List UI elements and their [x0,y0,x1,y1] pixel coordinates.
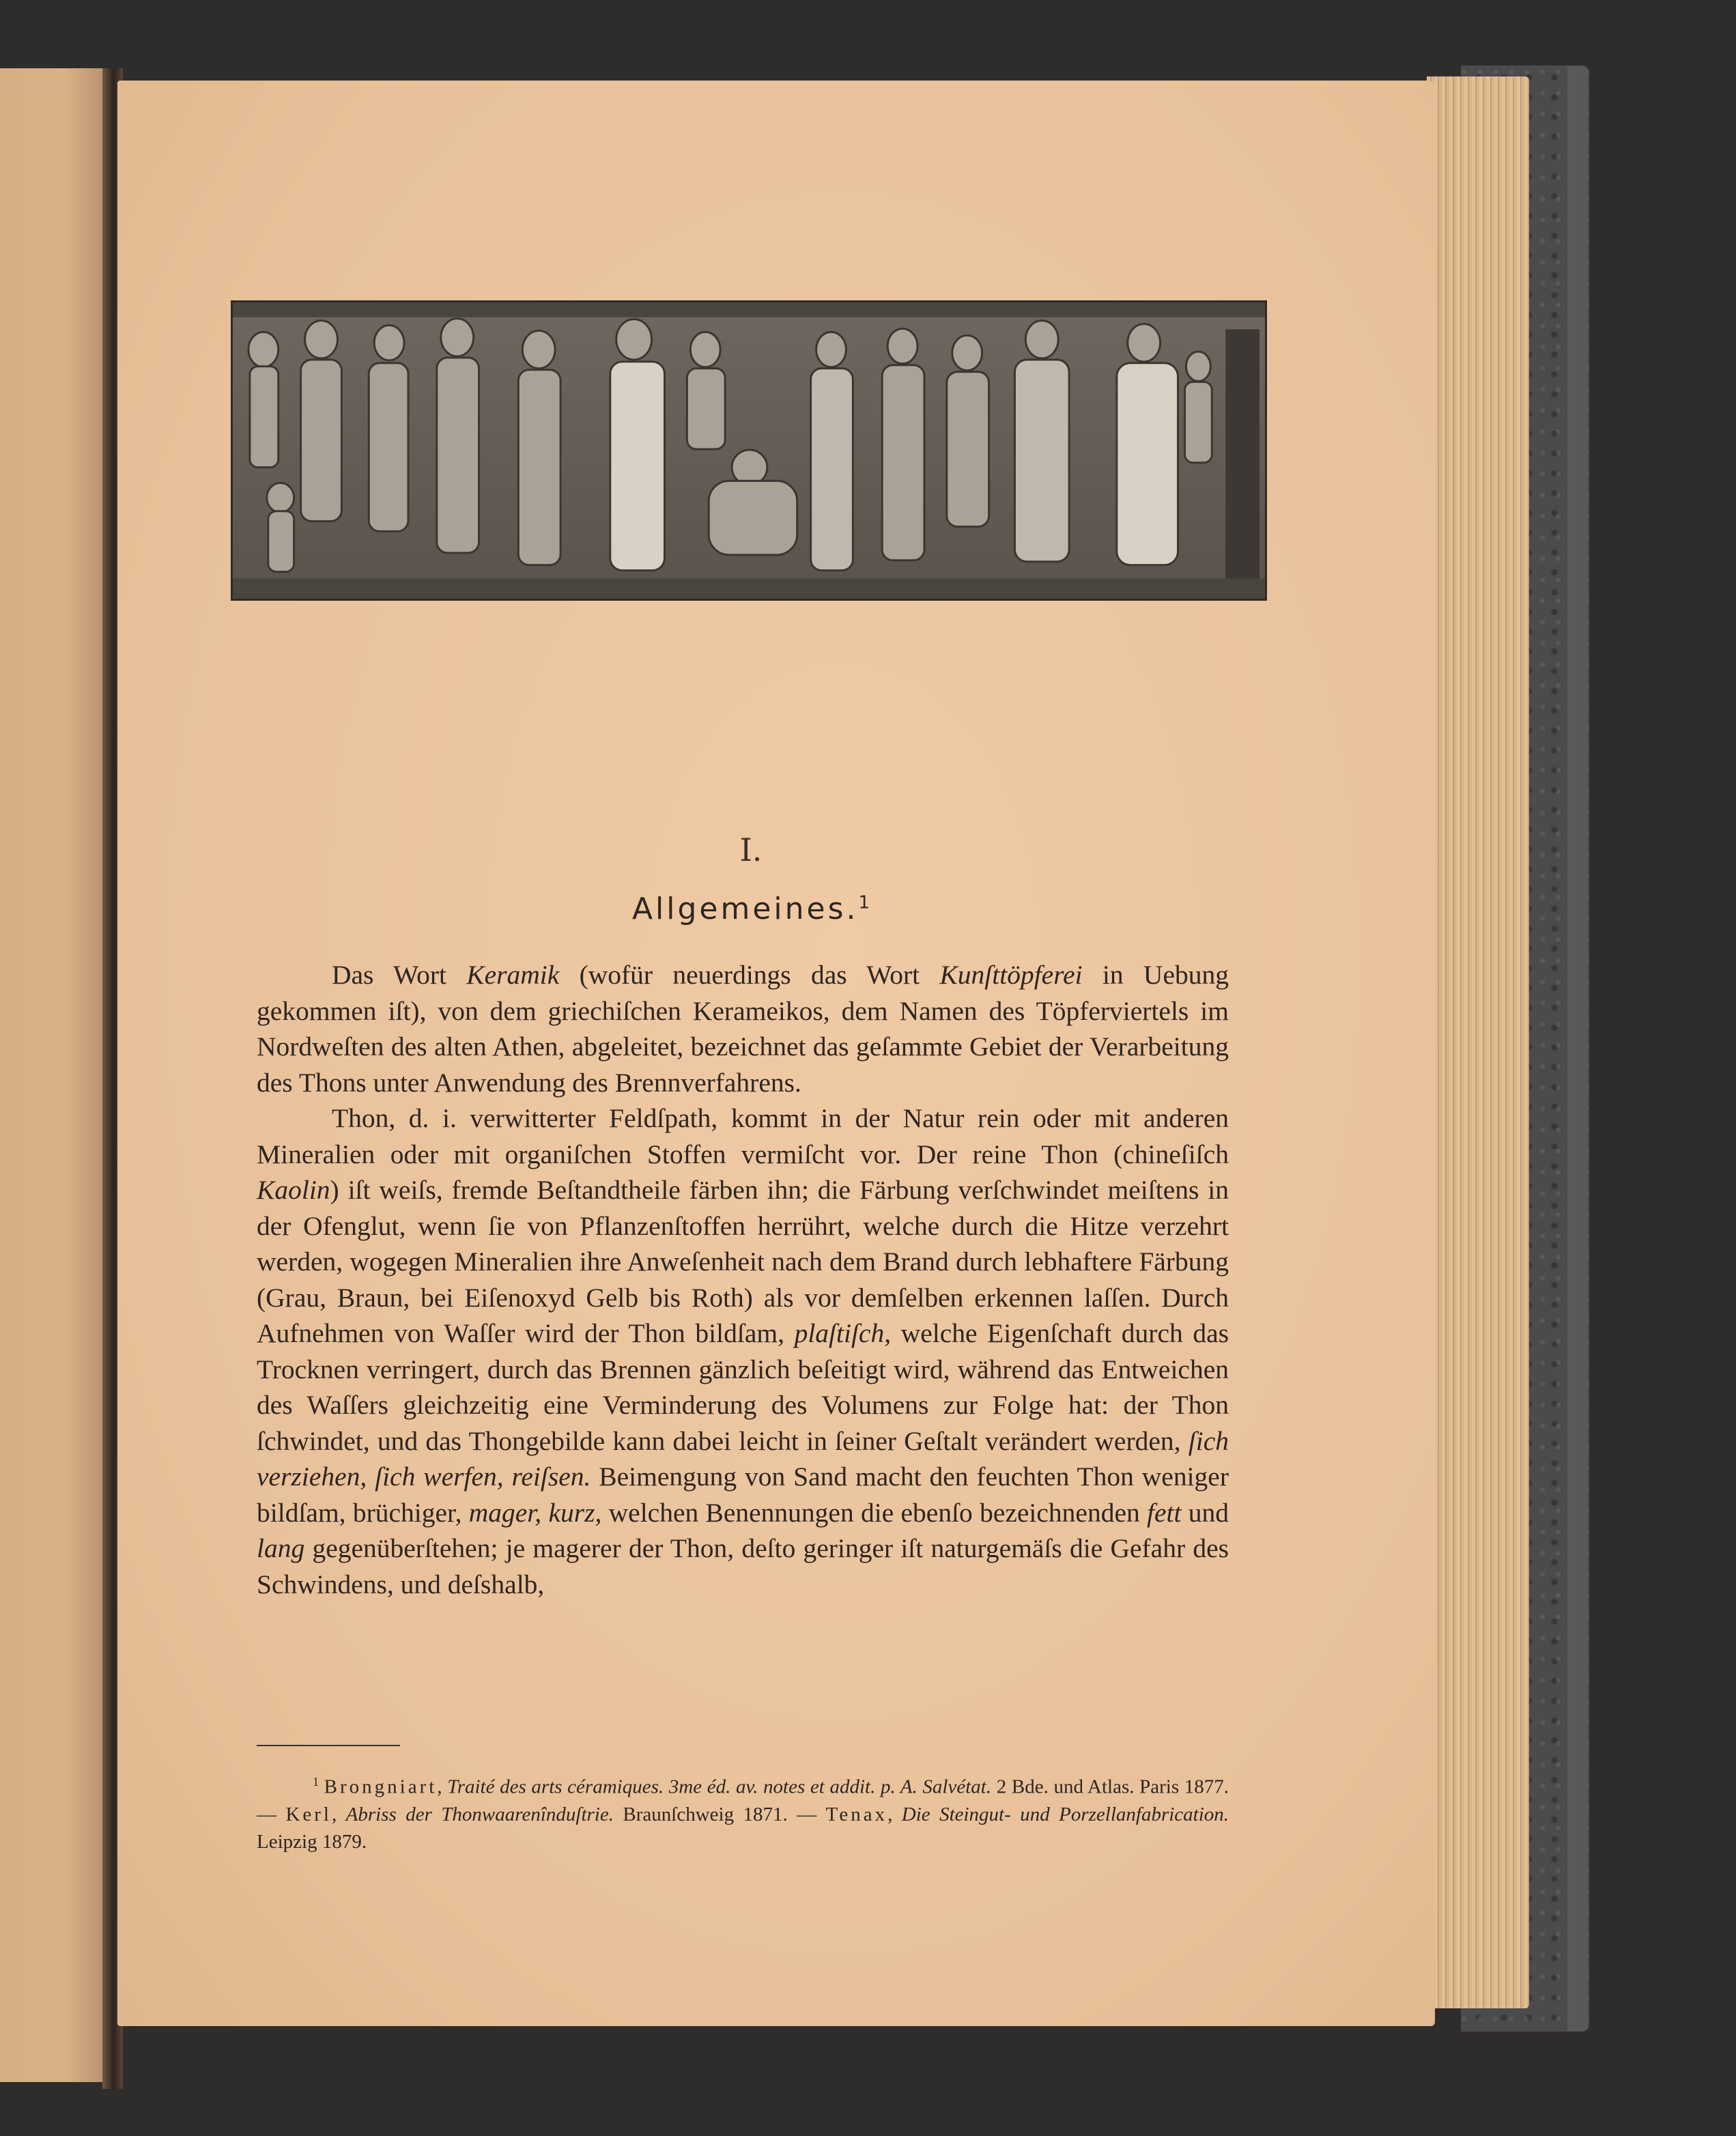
footnote-run [319,1776,324,1798]
text-italic-run: mager, kurz, [468,1497,602,1528]
footnote-run: 1 [313,1775,319,1789]
footnote-run: , [331,1803,346,1825]
footnote-run: Kerl [285,1803,332,1825]
previous-page-edge [0,68,109,2082]
text-run: und [1181,1497,1229,1528]
relief-frieze-drawing [233,302,1265,599]
footnote-run: 2 Bde. und Atlas. Paris 1877. — [257,1776,1229,1825]
footnote-italic-run: Die Steingut- und Porzellanfabrication. [901,1803,1229,1825]
text-run: Thon, d. i. verwitterter Feldſpath, kommt in der Natur rein oder mit anderen Mineralien oder mit organiſchen Stoffen vermiſcht vor. Der reine Thon (chineſiſch [257,1103,1229,1169]
page-edges [1427,76,1529,2008]
text-italic-run: ſich verziehen, ſich werfen, reiſsen. [257,1425,1229,1492]
body-text [257,957,1229,1602]
text-italic-run: Kaolin [257,1175,330,1205]
text-run: Das Wort [332,960,467,990]
footnote-text [257,1768,1229,1855]
footnote-italic-run: Traité des arts céramiques. 3me éd. av. notes et addit. p. A. Salvétat. [447,1776,992,1798]
text-run: in Uebung gekommen iſt), von dem griechiſchen Kerameikos, dem Namen des Töpferviertels im Nordweſten des alten Athen, abgeleitet, bezeichnet das geſammte Gebiet der Verarbeitung des Thons unter Anwendung des Brennverfahrens. [257,960,1229,1098]
text-italic-run: plaſtiſch, [794,1318,892,1348]
footnote [257,1768,1229,1855]
footnote-italic-run: Abriss der Thonwaarenînduſtrie. [345,1803,614,1825]
footnote-run: Tenax [825,1803,888,1825]
footnote-run: Leipzig 1879. [257,1830,367,1853]
text-italic-run: Keramik [466,960,560,990]
text-run: welchen Benennungen die ebenſo bezeichnenden [601,1497,1148,1528]
text-run: gegenüberſtehen; je magerer der Thon, deſto geringer iſt naturgemäſs die Gefahr des Schwindens, und deſshalb, [257,1533,1229,1599]
footnote-reference: 1 [858,892,870,913]
book-cover-edge [1567,66,1588,2032]
chapter-title-text: Allgemeines. [631,892,859,926]
paragraph [257,1100,1229,1602]
text-italic-run: Kunſttöpferei [939,960,1083,990]
paragraph [257,957,1229,1100]
chapter-number: I. [739,831,763,868]
text-run: Beimengung von Sand macht den feuchten Thon weniger bildſam, brüchiger, [257,1462,1229,1528]
footnote-run: , [887,1803,902,1825]
footnote-run: Brongniart [324,1776,438,1798]
text-run: (wofür neuerdings das Wort [559,960,940,990]
text-italic-run: lang [257,1533,305,1563]
text-run: welche Eigenſchaft durch das Trocknen verringert, durch das Brennen gänzlich beſeitigt wird, während das Entweichen des Waſſers gleichzeitig eine Verminderung des Volumens zur Folge hat: der Thon ſchwindet, und das Thongebilde kann dabei leicht in ſeiner Geſtalt verändert werden, [257,1318,1229,1456]
chapter-title [0,892,1502,926]
text-run: ) iſt weiſs, fremde Beſtandtheile färben ihn; die Färbung verſchwindet meiſtens in der Ofenglut, wenn ſie von Pflanzenſtoffen herrührt, welche durch die Hitze verzehrt werden, wogegen Mineralien ihre Anweſenheit nach dem Brand durch lebhaftere Färbung (Grau, Braun, bei Eiſenoxyd Gelb bis Roth) als vor demſelben erkennen laſſen. Durch Aufnehmen von Waſſer wird der Thon bildſam, [257,1175,1229,1348]
relief-frieze-image [231,300,1267,601]
footnote-separator [257,1745,400,1746]
footnote-run: Braunſchweig 1871. — [614,1803,826,1825]
text-italic-run: fett [1147,1497,1182,1528]
footnote-run: , [437,1776,448,1798]
